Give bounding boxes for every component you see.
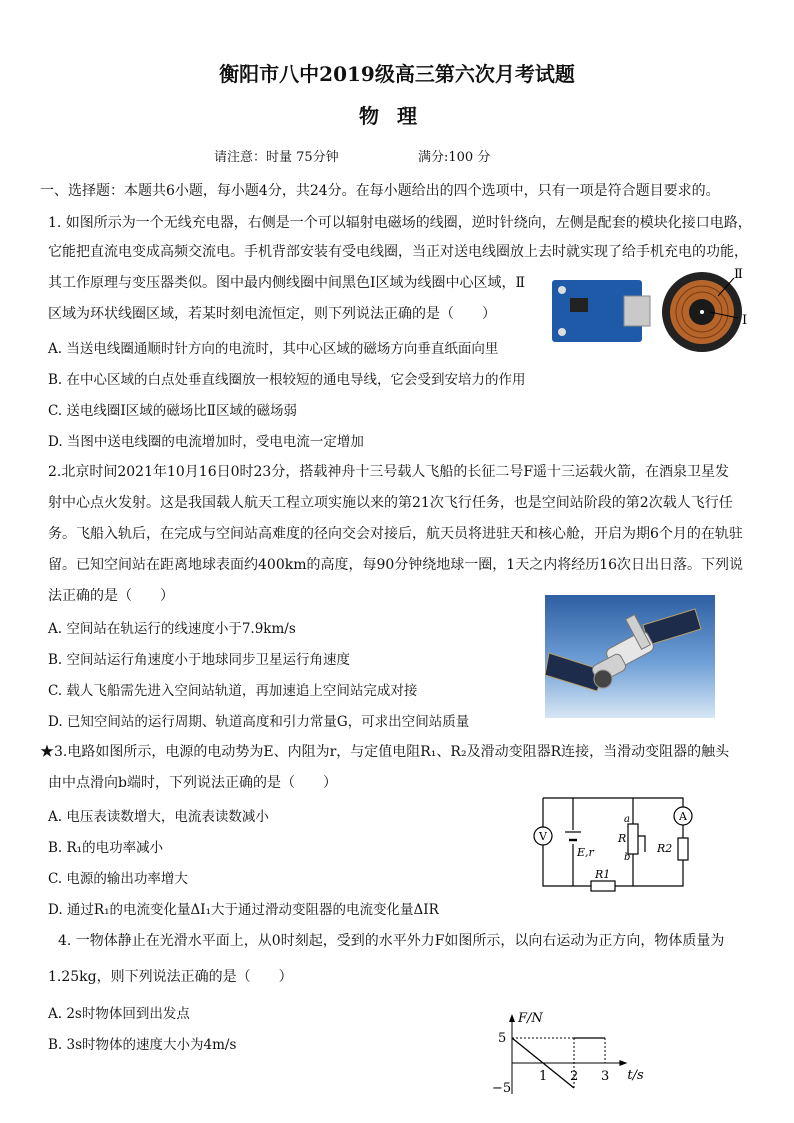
rheostat-label: R [618,832,627,845]
space-station-photo [545,595,715,718]
q2-option-d: D. 已知空间站的运行周期、轨道高度和引力常量G，可求出空间站质量 [48,714,470,730]
r2-label: R2 [657,842,673,855]
time-notice: 请注意：时量 75分钟 [214,150,339,165]
q2-line: 法正确的是（ ） [48,588,174,604]
x-tick-label: 2 [570,1069,579,1084]
q3-line: ★3.电路如图所示，电源的电动势为E、内阻为r，与定值电阻R₁、R₂及滑动变阻器R连接，当滑动变阻器的触头 [40,744,730,760]
q2-option-a: A. 空间站在轨运行的线速度小于7.9km/s [48,621,296,637]
rheostat-slider [638,836,645,852]
r1-label: R1 [595,868,611,881]
chip [570,298,588,312]
q3-option-b: B. R₁的电功率减小 [48,840,164,856]
q3-option-d: D. 通过R₁的电流变化量ΔI₁大于通过滑动变阻器的电流变化量ΔIR [48,902,439,918]
ammeter-label: A [679,810,687,823]
x-axis-arrow [619,1060,627,1066]
q4-option-a: A. 2s时物体回到出发点 [48,1006,190,1022]
mount-hole [558,286,566,294]
q1-line: 它能把直流电变成高频交流电。手机背部安装有受电线圈，当正对送电线圈放上去时就实现了给手机充电的功能， [48,244,748,260]
x-tick-label: 1 [539,1069,548,1084]
region-label-1: Ⅰ [742,313,748,328]
q1-line: 区域为环状线圈区域，若某时刻电流恒定，则下列说法正确的是（ ） [48,306,496,322]
y-tick-label: −5 [492,1081,512,1096]
resistor-r1 [591,881,615,891]
q2-line: 2.北京时间2021年10月16日0时23分，搭载神舟十三号载人飞船的长征二号F遥十三运载火箭，在酒泉卫星发 [48,464,730,480]
x-axis-label: t/s [627,1068,644,1083]
q4-line: 4. 一物体静止在光滑水平面上，从0时刻起，受到的水平外力F如图所示，以向右运动为正方向，物体质量为 [58,933,725,949]
section-heading: 一、选择题：本题共6小题，每小题4分，共24分。在每小题给出的四个选项中，只有一项是符合题目要求的。 [40,183,720,199]
q3-option-a: A. 电压表读数增大，电流表读数减小 [48,809,269,825]
q1-option-d: D. 当图中送电线圈的电流增加时，受电电流一定增加 [48,434,364,450]
q2-line: 射中心点火发射。这是我国载人航天工程立项实施以来的第21次飞行任务，也是空间站阶段的第2次载人飞行任 [48,495,733,511]
score-notice: 满分:100 分 [418,150,491,165]
center-dot [700,310,704,314]
voltmeter-label: V [539,830,547,843]
exam-title: 衡阳市八中2019级高三第六次月考试题 [219,62,575,86]
q1-line: 其工作原理与变压器类似。图中最内侧线圈中间黑色Ⅰ区域为线圈中心区域，Ⅱ [48,275,526,291]
terminal-b: b [624,852,631,863]
circuit-diagram [525,790,695,895]
y-tick-label: 5 [498,1031,507,1046]
usb-port [624,296,650,326]
y-axis-arrow [509,1014,515,1022]
q2-line: 留。已知空间站在距离地球表面约400km的高度，每90分钟绕地球一圈，1天之内将经历16次日出日落。下列说 [48,557,744,573]
source-label: E,r [577,846,594,859]
resistor-r2 [678,838,688,860]
x-tick-label: 3 [601,1069,610,1084]
mount-hole [558,328,566,336]
rheostat [628,824,638,854]
q1-option-c: C. 送电线圈Ⅰ区域的磁场比Ⅱ区域的磁场弱 [48,403,297,419]
force-time-chart [480,1008,650,1123]
q3-option-c: C. 电源的输出功率增大 [48,871,188,887]
q4-option-b: B. 3s时物体的速度大小为4m/s [48,1037,237,1053]
y-axis-label: F/N [518,1011,543,1026]
q2-line: 务。飞船入轨后，在完成与空间站高难度的径向交会对接后，航天员将进驻天和核心舱，开启为期6个月的在轨驻 [48,526,743,542]
q1-option-b: B. 在中心区域的白点处垂直线圈放一根较短的通电导线，它会受到安培力的作用 [48,372,526,388]
q3-line: 由中点滑向b端时，下列说法正确的是（ ） [48,775,337,791]
docking-port [594,670,612,688]
q1-line: 1. 如图所示为一个无线充电器，右侧是一个可以辐射电磁场的线圈，逆时针绕向，左侧是配套的模块化接口电路， [48,215,752,231]
region-label-2: Ⅱ [734,267,743,282]
subject-title: 物理 [359,104,435,128]
q4-line: 1.25kg，则下列说法正确的是（ ） [48,969,293,985]
q2-option-c: C. 载人飞船需先进入空间站轨道，再加速追上空间站完成对接 [48,683,418,699]
terminal-a: a [624,814,630,825]
wireless-charger-figure [550,262,760,352]
q2-option-b: B. 空间站运行角速度小于地球同步卫星运行角速度 [48,652,351,668]
q1-option-a: A. 当送电线圈通顺时针方向的电流时，其中心区域的磁场方向垂直纸面向里 [48,341,499,357]
